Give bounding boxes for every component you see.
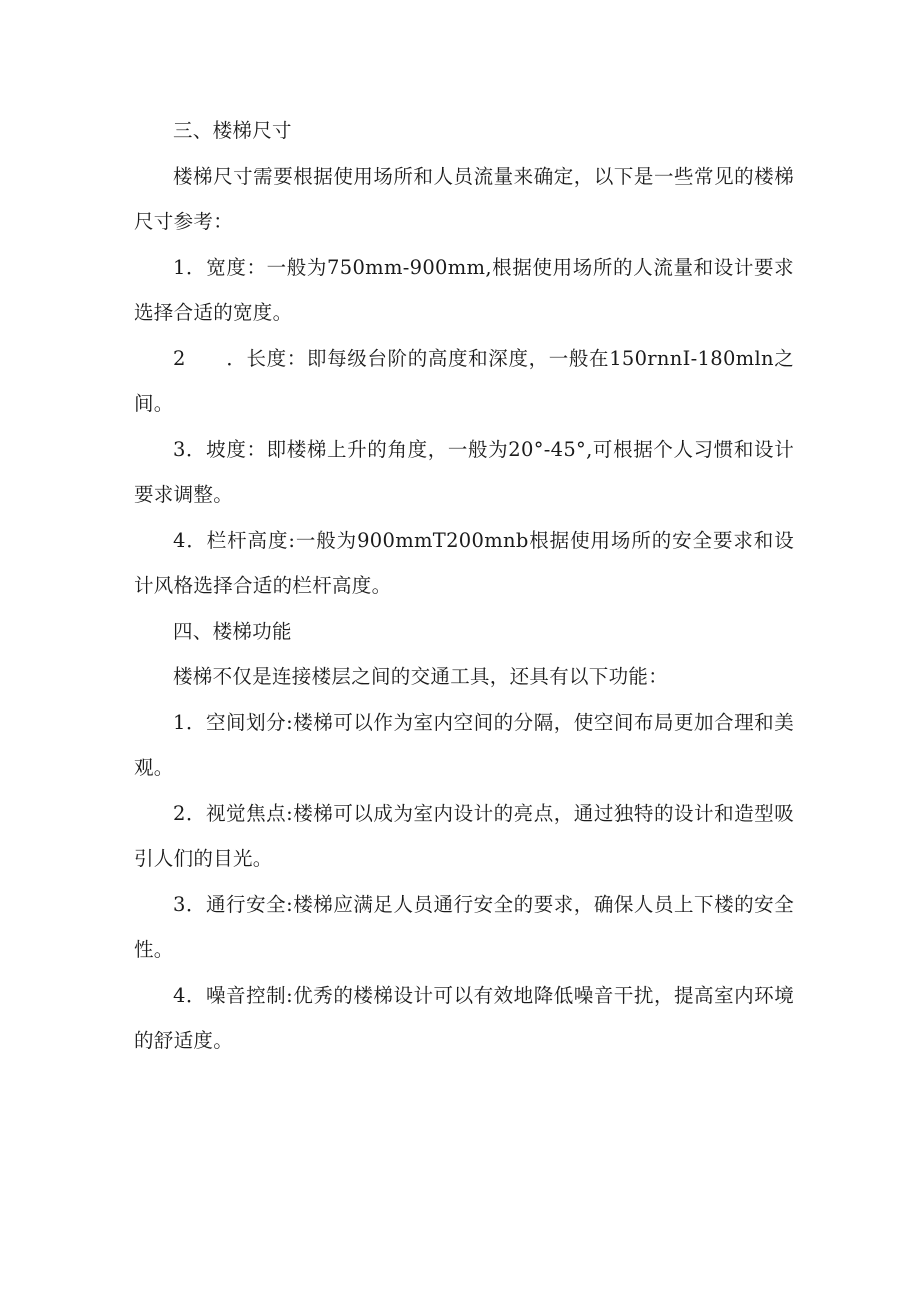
section-heading-stair-dimensions: 三、楼梯尺寸 [173,119,292,142]
section-intro-stair-dimensions: 楼梯尺寸需要根据使用场所和人员流量来确定，以下是一些常见的楼梯尺寸参考： [134,164,794,233]
list-item-passage-safety: 3．通行安全:楼梯应满足人员通行安全的要求，确保人员上下楼的安全性。 [134,892,794,961]
document-body [134,108,794,1064]
section-intro-stair-functions: 楼梯不仅是连接楼层之间的交通工具，还具有以下功能： [173,665,669,688]
list-item-width: 1．宽度：一般为750mm-900mm,根据使用场所的人流量和设计要求选择合适的宽度。 [134,255,794,324]
list-item-noise-control: 4．噪音控制:优秀的楼梯设计可以有效地降低噪音干扰，提高室内环境的舒适度。 [134,983,794,1052]
section-heading-stair-functions: 四、楼梯功能 [173,619,292,643]
list-item-visual-focus: 2．视觉焦点:楼梯可以成为室内设计的亮点，通过独特的设计和造型吸引人们的目光。 [134,801,794,870]
list-item-railing-height: 4．栏杆高度:一般为900mmT200mnb根据使用场所的安全要求和设计风格选择合适的栏杆高度。 [134,528,794,597]
list-item-space-division: 1．空间划分:楼梯可以作为室内空间的分隔，使空间布局更加合理和美观。 [134,710,794,779]
list-item-length: 2 ．长度：即每级台阶的高度和深度，一般在150rnnI-180mln之间。 [134,346,794,415]
list-item-slope: 3．坡度：即楼梯上升的角度，一般为20°-45°,可根据个人习惯和设计要求调整。 [134,437,794,506]
